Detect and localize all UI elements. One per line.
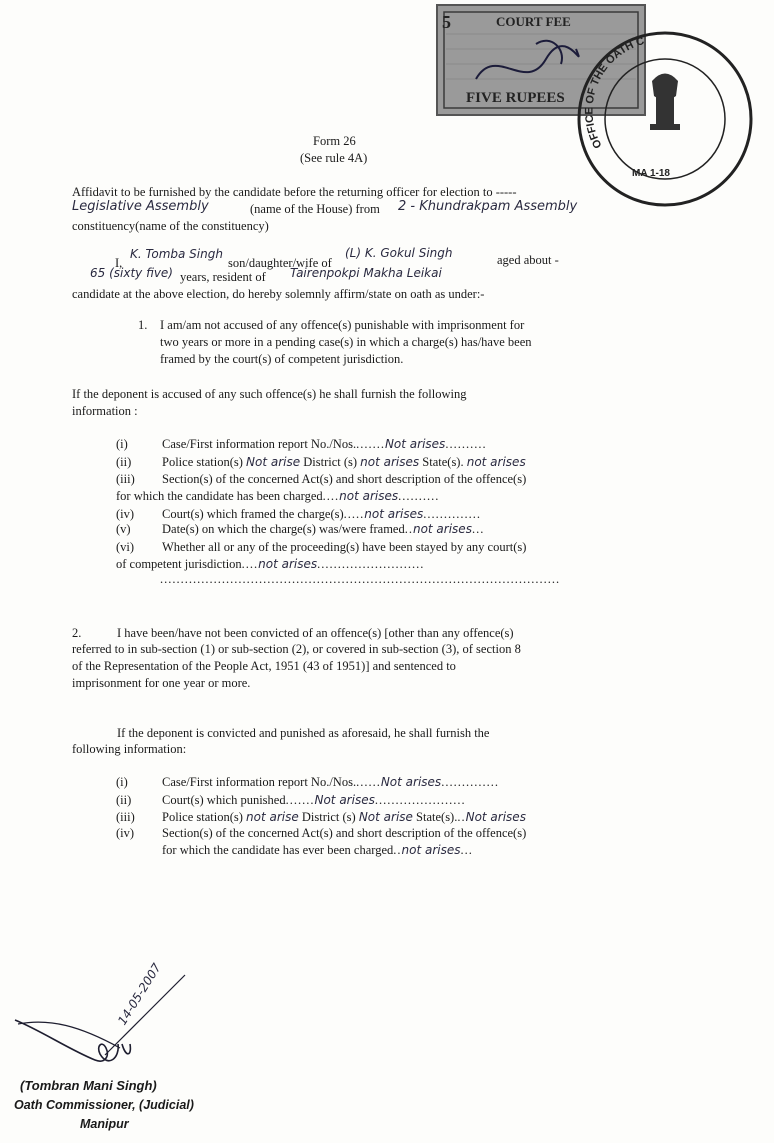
item2-line-1: I have been/have not been convicted of an offence(s) [other than any offence(s) [117, 626, 514, 640]
signature-date: 14-05-2007 [115, 960, 164, 1028]
intro-line-3: constituency(name of the constituency) [72, 219, 269, 233]
svg-text:FIVE RUPEES: FIVE RUPEES [466, 90, 565, 106]
signature [10, 960, 210, 1080]
svg-text:MA 1-18: MA 1-18 [632, 168, 670, 179]
convicted-item-iv-cont: for which the candidate has ever been charged..not arises... [162, 843, 473, 857]
svg-text:COURT FEE: COURT FEE [496, 14, 571, 29]
relation-label: son/daughter/wife of [228, 256, 332, 270]
accused-item-vi: (vi) Whether all or any of the proceeding(s) have been stayed by any court(s) [116, 540, 527, 554]
constituency-filled: 2 - Khundrakpam Assembly [398, 199, 578, 214]
accused-item-i: (i) Case/First information report No./Nos........Not arises.......... [116, 437, 487, 451]
item1-line-2: two years or more in a pending case(s) in which a charge(s) has/have been [160, 335, 532, 349]
officer-title: Oath Commissioner, (Judicial) [14, 1098, 194, 1112]
convicted-intro-line-1: If the deponent is convicted and punished as aforesaid, he shall furnish the [117, 726, 490, 740]
aged-label: aged about - [497, 253, 559, 267]
name-filled: K. Tomba Singh [130, 247, 223, 261]
accused-intro-line-2: information : [72, 404, 138, 418]
father-filled: (L) K. Gokul Singh [345, 246, 453, 260]
intro-line-5: candidate at the above election, do hereby solemnly affirm/state on oath as under:- [72, 287, 485, 301]
officer-place: Manipur [80, 1117, 129, 1131]
house-filled: Legislative Assembly [72, 199, 209, 214]
accused-item-ii: (ii) Police station(s) Not arise District (s) not arises State(s). not arises [116, 455, 526, 469]
svg-text:5: 5 [442, 12, 451, 32]
item2-line-3: of the Representation of the People Act, 1951 (43 of 1951)] and sentenced to [72, 659, 456, 673]
accused-item-vi-cont: of competent jurisdiction....not arises.......................... [116, 557, 425, 571]
accused-item-iii: (iii) Section(s) of the concerned Act(s) and short description of the offence(s) [116, 472, 527, 486]
item2-number: 2. [72, 626, 82, 640]
accused-item-iv: (iv) Court(s) which framed the charge(s).....not arises.............. [116, 507, 482, 521]
accused-intro-line-1: If the deponent is accused of any such offence(s) he shall furnish the following [72, 387, 467, 401]
form-rule: (See rule 4A) [300, 151, 368, 165]
officer-name: (Tombran Mani Singh) [20, 1078, 157, 1093]
convicted-intro-line-2: following information: [72, 742, 187, 756]
convicted-item-i: (i) Case/First information report No./Nos.......Not arises.............. [116, 775, 499, 789]
age-filled: 65 (sixty five) [90, 266, 173, 280]
official-seal [572, 26, 758, 212]
item1-line-3: framed by the court(s) of competent jurisdiction. [160, 352, 404, 366]
house-label: (name of the House) from [250, 202, 380, 216]
form-number: Form 26 [313, 134, 356, 148]
item1-number: 1. [138, 318, 148, 332]
intro-line-1: Affidavit to be furnished by the candidate before the returning officer for election to ----- [72, 185, 517, 199]
item2-line-4: imprisonment for one year or more. [72, 676, 251, 690]
accused-item-v: (v) Date(s) on which the charge(s) was/were framed..not arises... [116, 522, 485, 536]
item2-line-2: referred to in sub-section (1) or sub-section (2), or covered in sub-section (3), of section 8 [72, 642, 521, 656]
convicted-item-iv: (iv) Section(s) of the concerned Act(s) and short description of the offence(s) [116, 826, 527, 840]
item1-line-1: I am/am not accused of any offence(s) punishable with imprisonment for [160, 318, 525, 332]
svg-text:OFFICE OF THE OATH C: OFFICE OF THE OATH C [583, 35, 646, 151]
convicted-item-ii: (ii) Court(s) which punished.......Not arises...................... [116, 793, 466, 807]
years-label: years, resident of [180, 270, 266, 284]
convicted-item-iii: (iii) Police station(s) not arise District (s) Not arise State(s)...Not arises [116, 810, 526, 824]
residence-filled: Tairenpokpi Makha Leikai [290, 266, 442, 280]
accused-item-iii-cont: for which the candidate has been charged....not arises.......... [116, 489, 440, 503]
i-label: I, [115, 256, 123, 270]
blank-dotted-line: ................................................................................................. [160, 572, 561, 586]
